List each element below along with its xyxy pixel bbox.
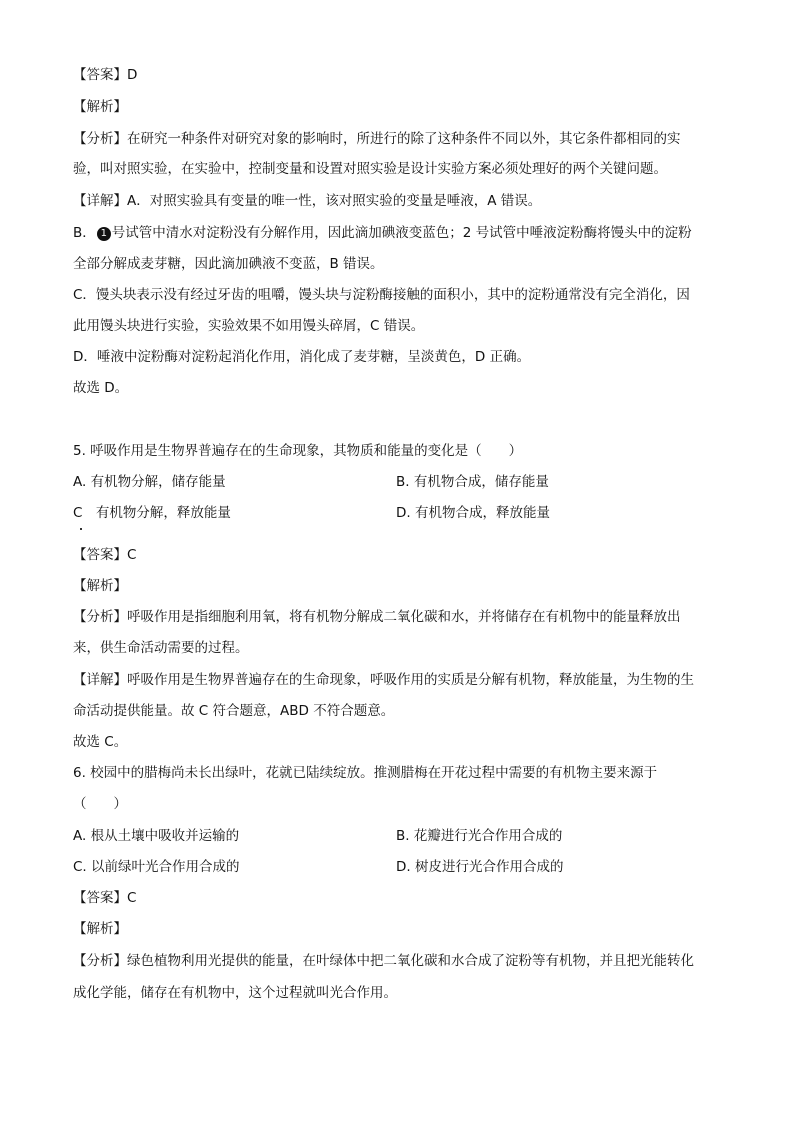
q6-options-row-2 xyxy=(73,857,733,877)
q5-option-d: D. 有机物合成，释放能量 xyxy=(396,505,550,521)
q6-option-d: D. 树皮进行光合作用合成的 xyxy=(396,859,564,875)
q5-fenxi-line-1: 【分析】呼吸作用是指细胞利用氧，将有机物分解成二氧化碳和水，并将储存在有机物中的能量释放出 xyxy=(73,609,681,625)
q6-stem-line-2: （ ） xyxy=(73,796,127,812)
circled-number-icon: 1 xyxy=(97,227,111,241)
q6-option-b: B. 花瓣进行光合作用合成的 xyxy=(396,828,563,844)
q4-detail-b-text: 号试管中清水对淀粉没有分解作用，因此滴加碘液变蓝色；2 号试管中唾液淀粉酶将馒头中的淀粉 xyxy=(111,225,692,241)
q4-detail-c-line-1: C．馒头块表示没有经过牙齿的咀嚼，馒头块与淀粉酶接触的面积小，其中的淀粉通常没有完全消化，因 xyxy=(73,287,690,303)
q6-option-c: C. 以前绿叶光合作用合成的 xyxy=(73,859,240,875)
q5-option-b: B. 有机物合成，储存能量 xyxy=(396,474,549,490)
q5-options-row-1 xyxy=(73,472,733,492)
q6-fenxi-line-2: 成化学能，储存在有机物中，这个过程就叫光合作用。 xyxy=(73,985,397,1001)
q6-option-a: A. 根从土壤中吸收并运输的 xyxy=(73,828,240,844)
q4-detail-d: D．唾液中淀粉酶对淀粉起消化作用，消化成了麦芽糖，呈淡黄色，D 正确。 xyxy=(73,349,531,365)
stray-dot xyxy=(80,528,82,530)
q4-answer: 【答案】D xyxy=(73,67,138,83)
q5-option-a: A. 有机物分解，储存能量 xyxy=(73,474,226,490)
q5-answer: 【答案】C xyxy=(73,547,137,563)
q4-detail-b-prefix: B． xyxy=(73,225,96,241)
q4-detail-c-line-2: 此用馒头块进行实验，实验效果不如用馒头碎屑，C 错误。 xyxy=(73,318,425,334)
q4-conclusion: 故选 D。 xyxy=(73,380,129,396)
q4-fenxi-line-2: 验，叫对照实验，在实验中，控制变量和设置对照实验是设计实验方案必须处理好的两个关键问题。 xyxy=(73,161,667,177)
q6-analysis-heading: 【解析】 xyxy=(73,921,127,937)
q5-detail-line-1: 【详解】呼吸作用是生物界普遍存在的生命现象，呼吸作用的实质是分解有机物，释放能量，为生物的生 xyxy=(73,672,694,688)
q4-fenxi-line-1: 【分析】在研究一种条件对研究对象的影响时，所进行的除了这种条件不同以外，其它条件都相同的实 xyxy=(73,131,681,147)
q5-conclusion: 故选 C。 xyxy=(73,734,128,750)
q4-detail-b-line-2: 全部分解成麦芽糖，因此滴加碘液不变蓝，B 错误。 xyxy=(73,256,384,272)
q6-options-row-1 xyxy=(73,826,733,846)
q5-option-c: C 有机物分解，释放能量 xyxy=(73,505,231,521)
q6-stem-line-1: 6. 校园中的腊梅尚未长出绿叶，花就已陆续绽放。推测腊梅在开花过程中需要的有机物主要来源于 xyxy=(73,765,658,781)
q4-analysis-heading: 【解析】 xyxy=(73,99,127,115)
q5-detail-line-2: 命活动提供能量。故 C 符合题意，ABD 不符合题意。 xyxy=(73,703,395,719)
q6-fenxi-line-1: 【分析】绿色植物利用光提供的能量，在叶绿体中把二氧化碳和水合成了淀粉等有机物，并且把光能转化 xyxy=(73,953,694,969)
q6-answer: 【答案】C xyxy=(73,890,137,906)
q4-detail-a: 【详解】A．对照实验具有变量的唯一性，该对照实验的变量是唾液，A 错误。 xyxy=(73,193,542,209)
q5-analysis-heading: 【解析】 xyxy=(73,578,127,594)
q4-detail-b-line-1 xyxy=(73,223,692,243)
q5-stem: 5. 呼吸作用是生物界普遍存在的生命现象，其物质和能量的变化是（ ） xyxy=(73,443,523,459)
q5-fenxi-line-2: 来，供生命活动需要的过程。 xyxy=(73,640,249,656)
q5-options-row-2 xyxy=(73,503,733,523)
